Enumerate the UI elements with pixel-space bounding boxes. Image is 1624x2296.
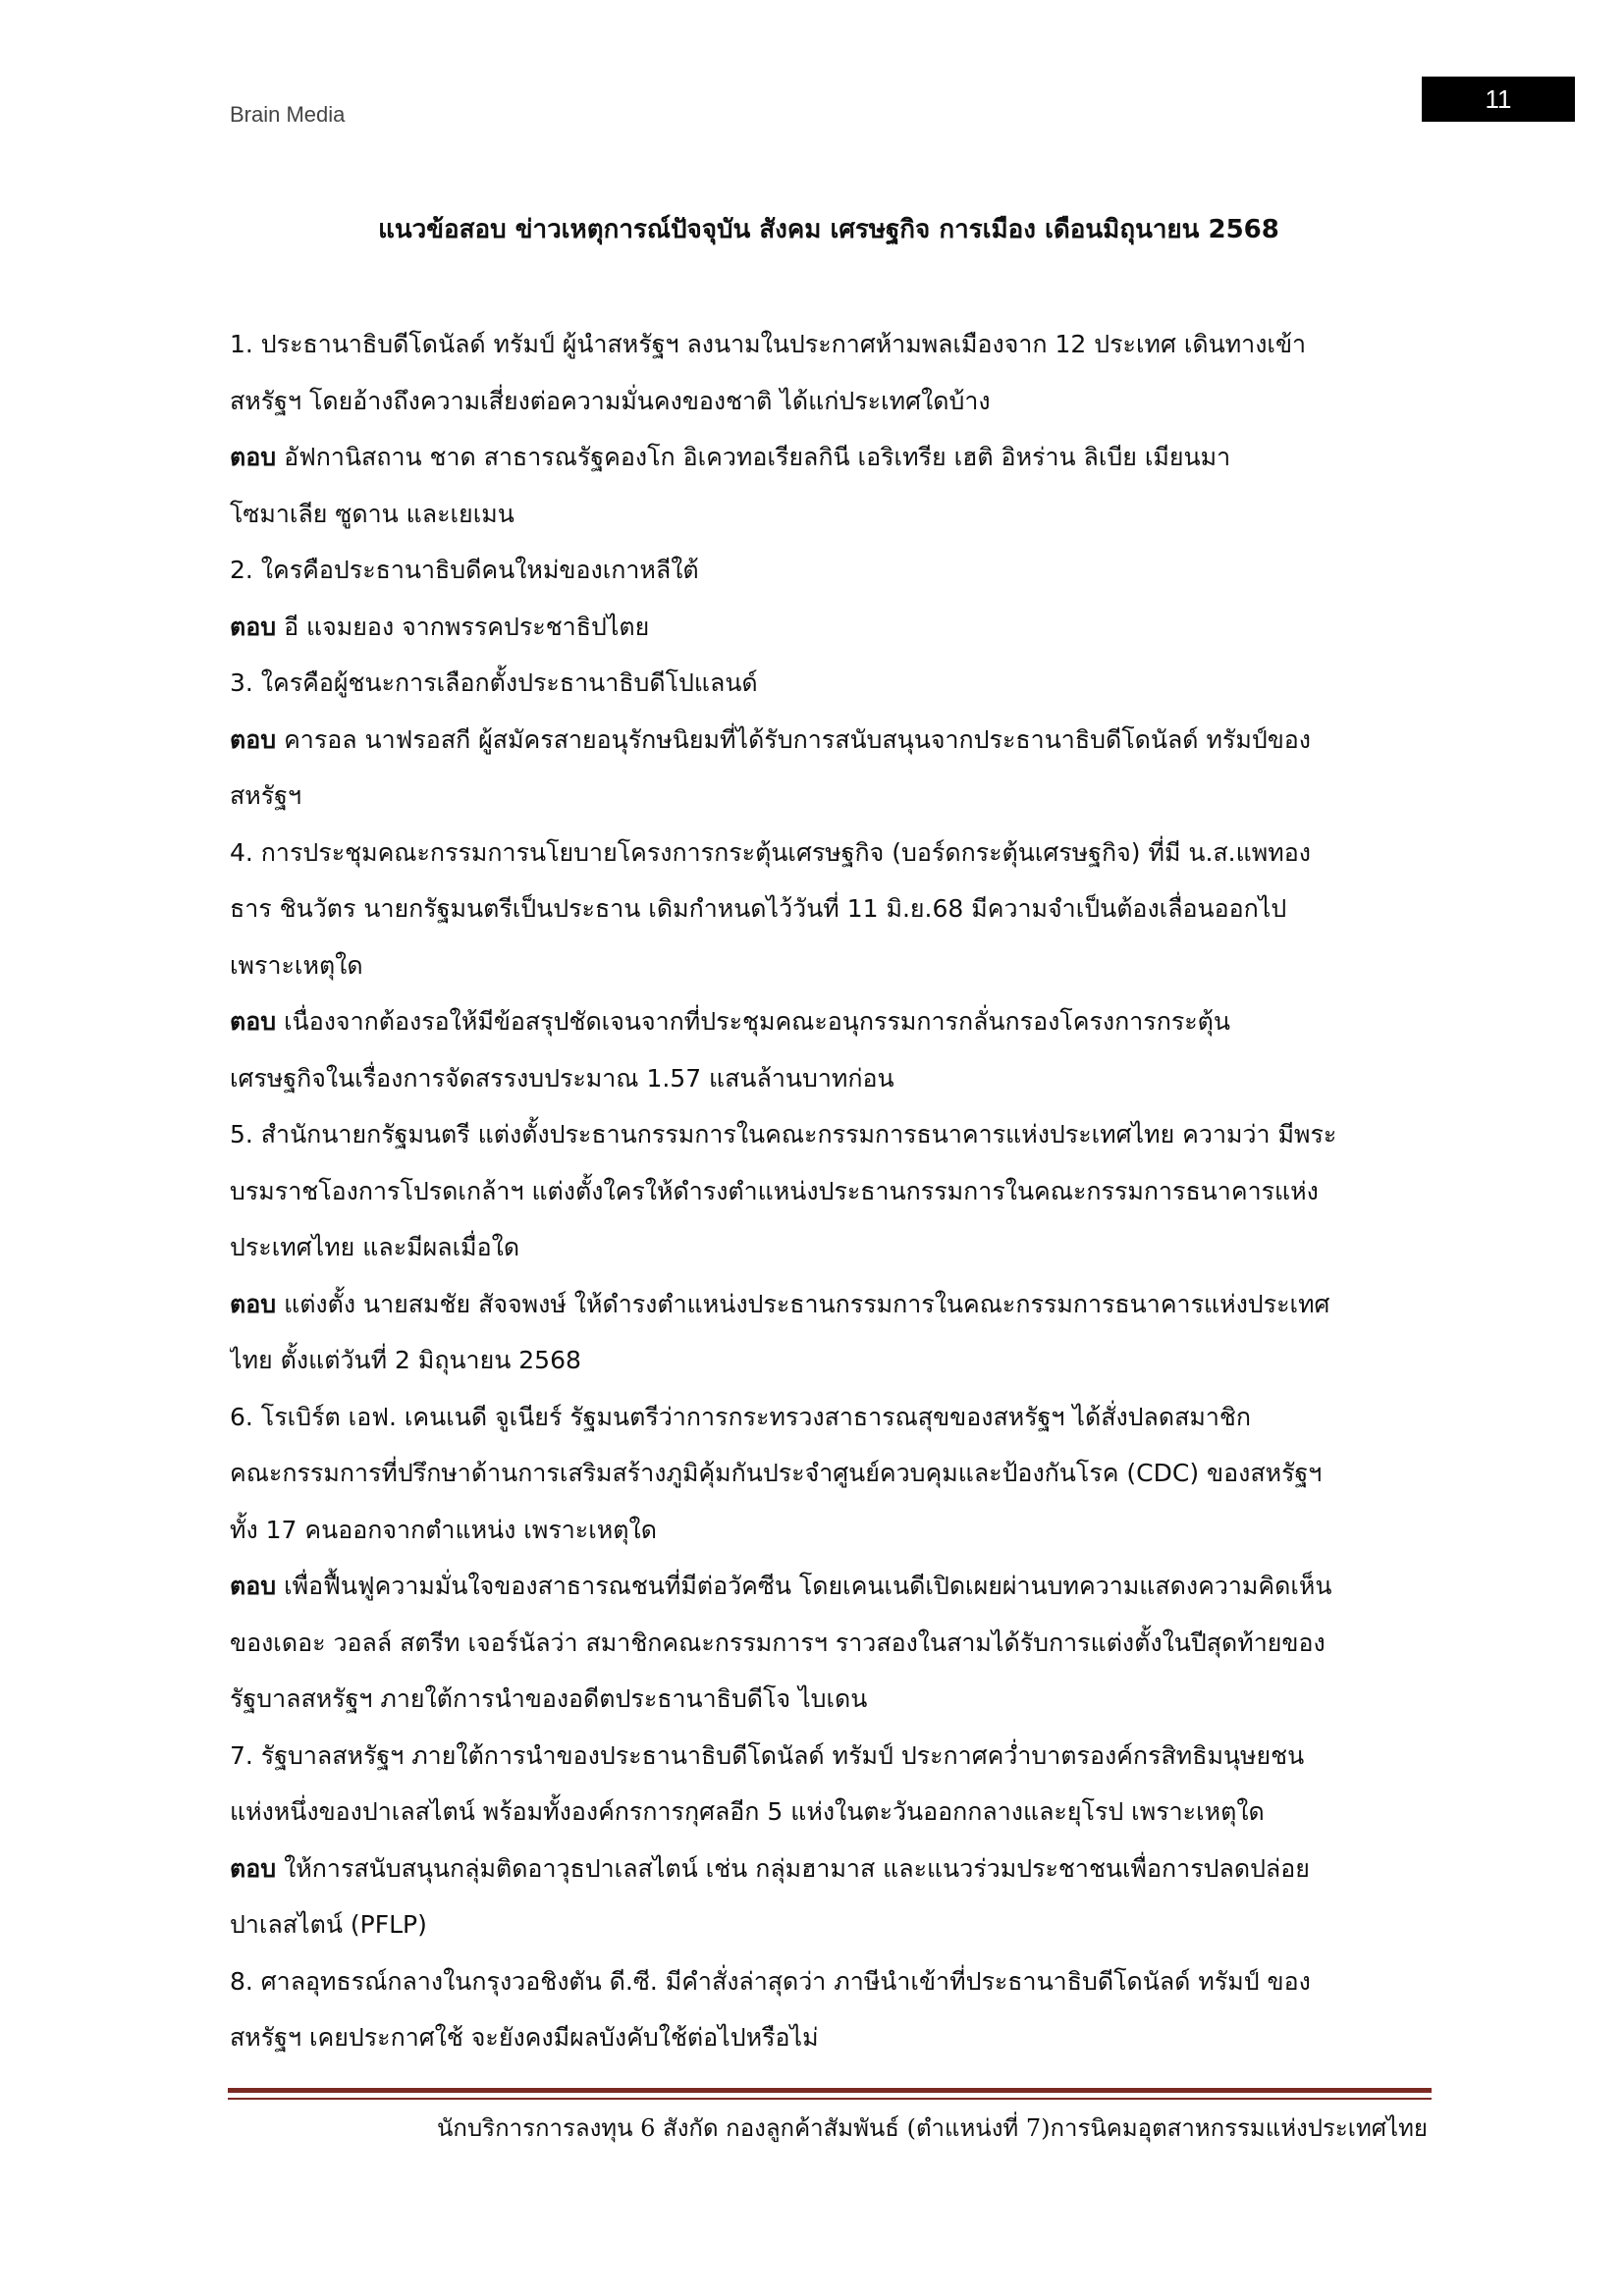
text-line: 8. ศาลอุทธรณ์กลางในกรุงวอชิงตัน ดี.ซี. มีคำสั่งล่าสุดว่า ภาษีนำเข้าที่ประธานาธิบดีโดนัลด์ ทรัมป์ ของ (230, 1966, 1311, 1996)
answer-line: ตอบ อี แจมยอง จากพรรคประชาธิปไตย (230, 612, 650, 641)
text-line: แห่งหนึ่งของปาเลสไตน์ พร้อมทั้งองค์กรการกุศลอีก 5 แห่งในตะวันออกกลางและยุโรป เพราะเหตุใด (230, 1797, 1265, 1826)
text-line: เพราะเหตุใด (230, 950, 363, 980)
text-line: บรมราชโองการโปรดเกล้าฯ แต่งตั้งใครให้ดำรงตำแหน่งประธานกรรมการในคณะกรรมการธนาคารแห่ง (230, 1176, 1319, 1205)
text-line: เศรษฐกิจในเรื่องการจัดสรรงบประมาณ 1.57 แสนล้านบาทก่อน (230, 1063, 894, 1093)
text-line: ปาเลสไตน์ (PFLP) (230, 1910, 427, 1939)
text-line: 1. ประธานาธิบดีโดนัลด์ ทรัมป์ ผู้นำสหรัฐฯ ลงนามในประกาศห้ามพลเมืองจาก 12 ประเทศ เดินทางเข้า (230, 330, 1307, 358)
footer-divider (228, 2088, 1432, 2093)
text-line: โซมาเลีย ซูดาน และเยเมน (230, 499, 514, 528)
document-body (230, 316, 1428, 2066)
brand-label: Brain Media (230, 102, 346, 127)
text-line: ประเทศไทย และมีผลเมื่อใด (230, 1233, 520, 1261)
text-line: 3. ใครคือผู้ชนะการเลือกตั้งประธานาธิบดีโปแลนด์ (230, 668, 758, 697)
text-line: 6. โรเบิร์ต เอฟ. เคนเนดี จูเนียร์ รัฐมนตรีว่าการกระทรวงสาธารณสุขของสหรัฐฯ ได้สั่งปลดสมาชิก (230, 1402, 1251, 1431)
text-line: 4. การประชุมคณะกรรมการนโยบายโครงการกระตุ้นเศรษฐกิจ (บอร์ดกระตุ้นเศรษฐกิจ) ที่มี น.ส.แพทอง (230, 837, 1311, 867)
text-line: สหรัฐฯ เคยประกาศใช้ จะยังคงมีผลบังคับใช้ต่อไปหรือไม่ (230, 2023, 819, 2052)
text-line: ของเดอะ วอลล์ สตรีท เจอร์นัลว่า สมาชิกคณะกรรมการฯ ราวสองในสามได้รับการแต่งตั้งในปีสุดท้ายของ (230, 1628, 1326, 1657)
text-line: สหรัฐฯ (230, 781, 301, 810)
text-line: 2. ใครคือประธานาธิบดีคนใหม่ของเกาหลีใต้ (230, 556, 699, 584)
answer-line: ตอบ อัฟกานิสถาน ชาด สาธารณรัฐคองโก อิเควทอเรียลกินี เอริเทรีย เฮติ อิหร่าน ลิเบีย เมียนมา (230, 443, 1231, 471)
footer-divider-thin (228, 2098, 1432, 2100)
text-line: ธาร ชินวัตร นายกรัฐมนตรีเป็นประธาน เดิมกำหนดไว้วันที่ 11 มิ.ย.68 มีความจำเป็นต้องเลื่อนออกไป (230, 894, 1287, 923)
answer-line: ตอบ เนื่องจากต้องรอให้มีข้อสรุปชัดเจนจากที่ประชุมคณะอนุกรรมการกลั่นกรองโครงการกระตุ้น (230, 1007, 1231, 1036)
answer-line: ตอบ เพื่อฟื้นฟูความมั่นใจของสาธารณชนที่มีต่อวัคซีน โดยเคนเนดีเปิดเผยผ่านบทความแสดงความคิดเห็น (230, 1572, 1332, 1600)
text-line: ไทย ตั้งแต่วันที่ 2 มิถุนายน 2568 (230, 1346, 581, 1374)
text-line: 7. รัฐบาลสหรัฐฯ ภายใต้การนำของประธานาธิบดีโดนัลด์ ทรัมป์ ประกาศคว่ำบาตรองค์กรสิทธิมนุษยชน (230, 1740, 1305, 1770)
page-number-badge: 11 (1422, 77, 1575, 122)
text-line: สหรัฐฯ โดยอ้างถึงความเสี่ยงต่อความมั่นคงของชาติ ได้แก่ประเทศใดบ้าง (230, 386, 991, 415)
answer-line: ตอบ คารอล นาฟรอสกี ผู้สมัครสายอนุรักษนิยมที่ได้รับการสนับสนุนจากประธานาธิบดีโดนัลด์ ทรัมป์ของ (230, 724, 1312, 754)
text-line: 5. สำนักนายกรัฐมนตรี แต่งตั้งประธานกรรมการในคณะกรรมการธนาคารแห่งประเทศไทย ความว่า มีพระ (230, 1120, 1337, 1148)
text-line: รัฐบาลสหรัฐฯ ภายใต้การนำของอดีตประธานาธิบดีโจ ไบเดน (230, 1684, 868, 1713)
text-line: ทั้ง 17 คนออกจากตำแหน่ง เพราะเหตุใด (230, 1515, 657, 1544)
document-title: แนวข้อสอบ ข่าวเหตุการณ์ปัจจุบัน สังคม เศรษฐกิจ การเมือง เดือนมิถุนายน 2568 (378, 215, 1279, 244)
text-line: คณะกรรมการที่ปรึกษาด้านการเสริมสร้างภูมิคุ้มกันประจำศูนย์ควบคุมและป้องกันโรค (CDC) ของสหรัฐฯ (230, 1459, 1323, 1487)
footer-text: นักบริการการลงทุน 6 สังกัด กองลูกค้าสัมพันธ์ (ตำแหน่งที่ 7)การนิคมอุตสาหกรรมแห่งประเทศไทย (437, 2114, 1428, 2142)
answer-line: ตอบ แต่งตั้ง นายสมชัย สัจจพงษ์ ให้ดำรงตำแหน่งประธานกรรมการในคณะกรรมการธนาคารแห่งประเทศ (230, 1289, 1330, 1318)
answer-line: ตอบ ให้การสนับสนุนกลุ่มติดอาวุธปาเลสไตน์ เช่น กลุ่มฮามาส และแนวร่วมประชาชนเพื่อการปลดปล่อย (230, 1853, 1310, 1883)
